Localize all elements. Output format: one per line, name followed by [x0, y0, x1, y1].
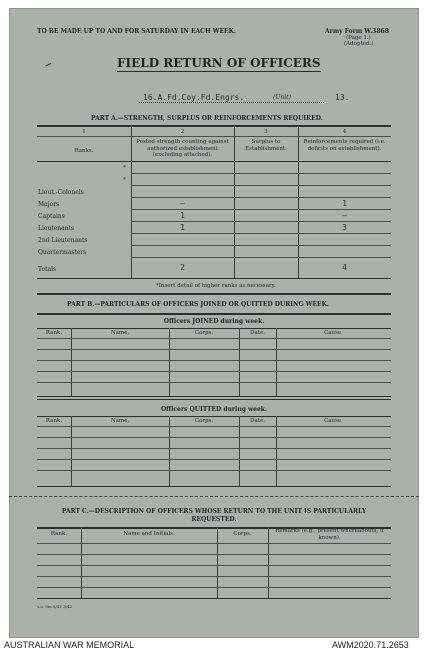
row-rule — [131, 245, 391, 246]
col-divider-2 — [234, 125, 235, 278]
part-c-row-rule — [37, 554, 391, 555]
header-ranks: Ranks. — [74, 148, 94, 154]
part-c-divider — [217, 527, 218, 598]
quitted-col-corps: Corps. — [194, 418, 214, 424]
header-reinforcements: Reinforcements required (i.e. deficits on establishment). — [303, 139, 386, 152]
print-code: s.o. 5m 8/41 3/42 — [37, 604, 73, 609]
quitted-row-rule — [37, 437, 391, 438]
quitted-divider — [239, 416, 240, 486]
quitted-row-rule — [37, 470, 391, 471]
col-num-4: 4 — [342, 129, 347, 135]
instruction-text: TO BE MADE UP TO AND FOR SATURDAY IN EACH WEEK. — [37, 28, 236, 35]
part-c-col-corps: Corps. — [233, 531, 252, 537]
part-c-row-rule — [37, 576, 391, 577]
row-rule — [131, 209, 391, 210]
part-a-end-rule — [37, 293, 391, 295]
joined-col-date: Date. — [250, 330, 265, 336]
row-rule — [131, 185, 391, 186]
joined-col-corps: Corps. — [194, 330, 214, 336]
form-number: Army Form W.3868 — [325, 28, 389, 35]
header-rule — [37, 161, 391, 162]
row-rule — [131, 173, 391, 174]
page-number: (Page 1.) — [346, 35, 371, 41]
asterisk-row-2: * — [123, 177, 126, 183]
part-c-col-name: Name and Initials. — [123, 531, 175, 537]
part-c-bottom-rule — [37, 598, 391, 599]
joined-col-name: Name. — [110, 330, 130, 336]
joined-col-cause: Cause. — [324, 330, 343, 336]
joined-col-rank: Rank. — [45, 330, 63, 336]
joined-divider — [71, 328, 72, 396]
reinf-majors: 1 — [342, 199, 347, 208]
total-posted: 2 — [180, 263, 185, 272]
joined-header-rule — [37, 338, 391, 339]
quitted-col-cause: Cause. — [324, 418, 343, 424]
pencil-mark — [45, 63, 52, 69]
col-num-2: 2 — [180, 129, 185, 135]
joined-divider — [239, 328, 240, 396]
quitted-top-rule — [37, 399, 391, 400]
quitted-col-name: Name. — [110, 418, 130, 424]
unit-dotted-line — [139, 102, 324, 103]
asterisk-row-1: * — [123, 165, 126, 171]
part-c-row-rule — [37, 587, 391, 588]
total-reinforcements: 4 — [342, 263, 347, 272]
part-b-top-rule — [37, 313, 391, 315]
row-rule — [131, 197, 391, 198]
quitted-title: Officers QUITTED during week. — [160, 406, 268, 413]
joined-divider — [169, 328, 170, 396]
joined-row-rule — [37, 349, 391, 350]
quitted-row-rule — [37, 459, 391, 460]
quitted-row-rule — [37, 448, 391, 449]
quitted-divider — [71, 416, 72, 486]
joined-row-rule — [37, 371, 391, 372]
part-c-divider — [268, 527, 269, 598]
archive-id: AWM2020.71.2653 — [332, 640, 409, 650]
part-a-title: PART A.—STRENGTH, SURPLUS OR REINFORCEMENTS REQUIRED. — [91, 115, 323, 122]
unit-label: (Unit) — [273, 94, 291, 101]
adopted-note: (Adopted.) — [344, 41, 374, 47]
row-rule — [131, 257, 391, 258]
quitted-header-rule — [37, 426, 391, 427]
part-a-bottom-rule — [37, 278, 391, 279]
joined-divider — [276, 328, 277, 396]
quitted-col-rank: Rank. — [45, 418, 63, 424]
part-c-row-rule — [37, 565, 391, 566]
quitted-divider — [169, 416, 170, 486]
posted-majors: – — [180, 199, 185, 208]
part-c-col-remarks: Remarks (e.g., present whereabouts, if known). — [275, 528, 384, 541]
quitted-bottom-rule — [37, 486, 391, 487]
part-c-col-rank: Rank. — [50, 531, 68, 537]
quitted-divider — [276, 416, 277, 486]
footnote: *Insert detail of higher ranks as necessary. — [156, 283, 276, 289]
archive-name: AUSTRALIAN WAR MEMORIAL — [4, 640, 135, 650]
part-a-top-rule — [37, 125, 391, 127]
header-posted-strength: Posted strength counting against authorized establishment (excluding attached). — [136, 139, 229, 158]
quitted-header-top — [37, 416, 391, 417]
reinf-captains: – — [342, 211, 347, 220]
header-surplus: Surplus to Establishment. — [245, 139, 287, 152]
rank-lieut-colonels: Lieut.-Colonels — [38, 189, 84, 196]
part-c-divider — [81, 527, 82, 598]
unit-name: 16.A.Fd.Coy.Fd.Engrs. — [143, 93, 245, 102]
part-c-title-line-2: REQUESTED. — [191, 516, 237, 523]
joined-row-rule — [37, 360, 391, 361]
part-c-header-rule — [37, 543, 391, 544]
rank-majors: Majors — [38, 201, 60, 208]
perforation-line — [9, 496, 419, 497]
form-sheet — [9, 8, 419, 638]
form-title: FIELD RETURN OF OFFICERS — [117, 56, 321, 70]
rank-lieutenants: Lieutenants — [38, 225, 75, 232]
rank-captains: Captains — [38, 213, 65, 220]
joined-title: Officers JOINED during week. — [163, 318, 265, 325]
part-c-title-line-1: PART C.—DESCRIPTION OF OFFICERS WHOSE RETURN TO THE UNIT IS PARTICULARLY — [61, 508, 367, 515]
quitted-col-date: Date. — [250, 418, 265, 424]
col-num-rule — [37, 136, 391, 137]
posted-captains: 1 — [180, 211, 185, 220]
rank-2nd-lieutenants: 2nd Lieutenants — [38, 237, 88, 244]
joined-header-top — [37, 328, 391, 329]
row-rule — [131, 233, 391, 234]
col-num-3: 3 — [264, 129, 268, 135]
unit-number: 13. — [335, 93, 350, 102]
part-b-title: PART B.—PARTICULARS OF OFFICERS JOINED OR QUITTED DURING WEEK. — [67, 301, 329, 308]
row-rule — [131, 221, 391, 222]
joined-bottom-rule — [37, 396, 391, 397]
col-num-1: 1 — [82, 129, 86, 135]
posted-lieutenants: 1 — [180, 223, 185, 232]
rank-quartermasters: Quartermasters — [38, 249, 87, 256]
reinf-lieutenants: 3 — [342, 223, 347, 232]
joined-row-rule — [37, 382, 391, 383]
totals-label: Totals — [38, 266, 57, 273]
